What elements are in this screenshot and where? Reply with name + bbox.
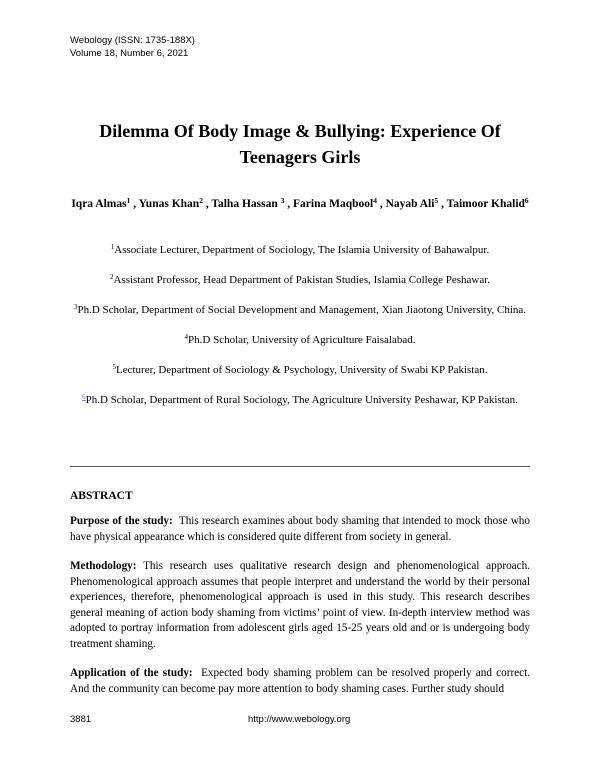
author-sup: 6 (524, 196, 529, 205)
affiliation-item (70, 303, 530, 318)
affiliation-text: Ph.D Scholar, University of Agriculture Faisalabad. (188, 334, 416, 346)
affiliation-text: Assistant Professor, Head Department of Pakistan Studies, Islamia College Peshawar. (113, 274, 491, 286)
page-number: 3881 (70, 714, 92, 725)
author-separator: , (376, 198, 386, 210)
purpose-label: Purpose of the study: (70, 515, 173, 527)
author-list (70, 196, 530, 213)
affiliation-item (70, 273, 530, 288)
affiliation-num-link[interactable]: 6 (82, 393, 86, 401)
author-separator: , (202, 198, 212, 210)
abstract-heading: ABSTRACT (70, 490, 133, 502)
paper-title (60, 118, 540, 170)
affiliation-num: 1 (110, 243, 115, 251)
affiliation-text: Lecturer, Department of Sociology & Psychology, University of Swabi KP Pakistan. (116, 364, 488, 376)
affiliation-num: 4 (184, 333, 189, 341)
author-name: Nayab Ali (385, 198, 435, 210)
affiliation-num: 5 (112, 363, 117, 371)
affiliation-item (70, 243, 530, 258)
application-text: Expected body shaming problem can be resolved properly and correct. And the community can become pay more attention to body shaming cases. Further study should (70, 667, 531, 695)
journal-volume: Volume 18, Number 6, 2021 (70, 48, 189, 59)
methodology-label: Methodology: (70, 560, 137, 572)
abstract-section (70, 490, 530, 711)
author-sup: 1 (126, 196, 131, 205)
affiliation-num: 3 (73, 303, 78, 311)
purpose-text: This research examines about body shaming that intended to mock those who have physical appearance which is considered quite different from society in general. (70, 515, 530, 543)
affiliation-item (70, 393, 530, 408)
application-label: Application of the study: (70, 667, 193, 679)
journal-url-link[interactable]: http://www.webology.org (248, 714, 351, 725)
affiliation-num: 2 (109, 273, 114, 281)
author-sup: 5 (434, 196, 439, 205)
author-name: Farina Maqbool (293, 198, 374, 210)
affiliation-list (70, 243, 530, 423)
abstract-purpose (70, 514, 530, 545)
affiliation-text: Ph.D Scholar, Department of Rural Sociology, The Agriculture University Peshawar, KP Pakistan. (85, 394, 518, 406)
title-line-1: Dilemma Of Body Image & Bullying: Experience Of (99, 121, 501, 141)
section-divider (70, 466, 530, 467)
affiliation-item (70, 333, 530, 348)
affiliation-text: Ph.D Scholar, Department of Social Development and Management, Xian Jiaotong University, China. (77, 304, 527, 316)
author-name: Yunas Khan (138, 198, 200, 210)
author-separator: , (438, 198, 447, 210)
methodology-text: This research uses qualitative research design and phenomenological approach. Phenomenological approach assumes that people interpret and understand the world by their personal experiences, therefore, phenomenological approach is used in this study. This research describes general meaning of action body shaming from victims’ point of view. In-depth interview method was adopted to portray information from adolescent girls aged 15-25 years old and or is undergoing body treatment shaming. (70, 560, 530, 650)
abstract-application (70, 666, 530, 697)
author-separator: , (284, 198, 293, 210)
author-sup: 2 (199, 196, 203, 205)
author-name: Talha Hassan (211, 198, 281, 210)
author-sup: 3 (280, 196, 285, 205)
journal-name: Webology (ISSN: 1735-188X) (70, 35, 195, 46)
author-sup: 4 (373, 196, 377, 205)
affiliation-text: Associate Lecturer, Department of Sociology, The Islamia University of Bahawalpur. (114, 244, 490, 256)
author-separator: , (130, 198, 139, 210)
author-name: Taimoor Khalid (446, 198, 525, 210)
author-name: Iqra Almas (71, 198, 127, 210)
affiliation-item (70, 363, 530, 378)
abstract-methodology (70, 559, 530, 652)
title-line-2: Teenagers Girls (239, 147, 361, 167)
journal-header (70, 34, 195, 60)
